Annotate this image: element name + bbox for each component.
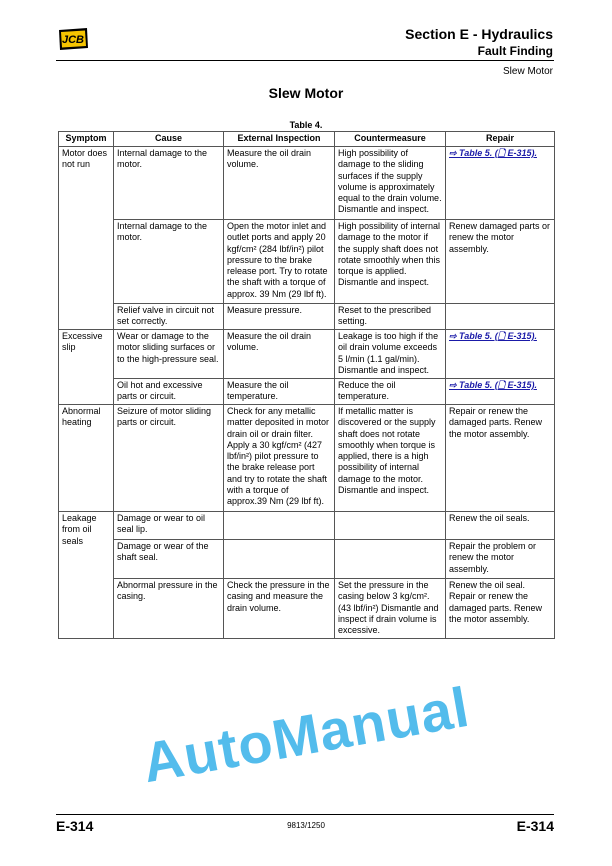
inspection-cell: Check the pressure in the casing and measure the drain volume.	[224, 579, 335, 639]
countermeasure-cell: If metallic matter is discovered or the supply shaft does not rotate smoothly when torque is applied, there is a high possibility of internal damage to the motor. Dismantle and inspect.	[335, 405, 446, 512]
inspection-cell	[224, 512, 335, 540]
repair-cell: Renew the oil seal. Repair or renew the damaged parts. Renew the motor assembly.	[446, 579, 555, 639]
column-header: External Inspection	[224, 132, 335, 147]
page-number-left: E-314	[56, 818, 94, 834]
symptom-cell: Excessive slip	[59, 330, 114, 405]
repair-cell	[446, 304, 555, 330]
svg-text:JCB: JCB	[61, 34, 85, 46]
table-row	[59, 379, 555, 405]
inspection-cell: Measure pressure.	[224, 304, 335, 330]
table-row	[59, 512, 555, 540]
document-number: 9813/1250	[287, 821, 325, 830]
header-divider	[56, 60, 554, 61]
table-row	[59, 405, 555, 512]
repair-cell	[446, 379, 555, 405]
cause-cell: Damage or wear of the shaft seal.	[114, 540, 224, 579]
column-header: Repair	[446, 132, 555, 147]
symptom-cell: Abnormal heating	[59, 405, 114, 512]
page-number-right: E-314	[516, 818, 554, 834]
page-title: Slew Motor	[268, 85, 344, 101]
cause-cell: Abnormal pressure in the casing.	[114, 579, 224, 639]
inspection-cell	[224, 540, 335, 579]
subsection-title: Fault Finding	[477, 44, 553, 58]
section-title: Section E - Hydraulics	[405, 26, 553, 42]
fault-finding-table	[58, 131, 555, 639]
table-row	[59, 579, 555, 639]
cause-cell: Internal damage to the motor.	[114, 220, 224, 304]
table-row	[59, 540, 555, 579]
table-5-link[interactable]: ⇨ Table 5. (🗋 E-315).	[449, 331, 537, 341]
countermeasure-cell: Leakage is too high if the oil drain volume exceeds 5 l/min (1.1 gal/min). Dismantle and inspect.	[335, 330, 446, 379]
footer-divider	[56, 814, 554, 815]
repair-cell: Repair the problem or renew the motor assembly.	[446, 540, 555, 579]
column-header: Symptom	[59, 132, 114, 147]
repair-cell	[446, 330, 555, 379]
table-caption: Table 4.	[289, 120, 323, 130]
table-5-link[interactable]: ⇨ Table 5. (🗋 E-315).	[449, 148, 537, 158]
cause-cell: Seizure of motor sliding parts or circuit.	[114, 405, 224, 512]
cause-cell: Relief valve in circuit not set correctly.	[114, 304, 224, 330]
symptom-cell: Motor does not run	[59, 147, 114, 330]
countermeasure-cell: High possibility of damage to the sliding surfaces if the supply volume is approximately equal to the drain volume. Dismantle and inspect.	[335, 147, 446, 220]
column-header: Cause	[114, 132, 224, 147]
countermeasure-cell: Reset to the prescribed setting.	[335, 304, 446, 330]
inspection-cell: Measure the oil drain volume.	[224, 330, 335, 379]
cause-cell: Oil hot and excessive parts or circuit.	[114, 379, 224, 405]
cause-cell: Internal damage to the motor.	[114, 147, 224, 220]
countermeasure-cell	[335, 540, 446, 579]
cause-cell: Wear or damage to the motor sliding surfaces or to the high-pressure seal.	[114, 330, 224, 379]
column-header: Countermeasure	[335, 132, 446, 147]
countermeasure-cell: Set the pressure in the casing below 3 kg/cm². (43 lbf/in²) Dismantle and inspect if drain volume is excessive.	[335, 579, 446, 639]
breadcrumb: Slew Motor	[502, 66, 553, 77]
symptom-cell: Leakage from oil seals	[59, 512, 114, 639]
watermark: AutoManual	[137, 674, 475, 795]
inspection-cell: Check for any metallic matter deposited in motor drain oil or drain filter. Apply a 30 kgf/cm² (427 lbf/in²) pilot pressure to the brake release port and try to rotate the shaft with a torque of approx.39 Nm (29 lbf ft).	[224, 405, 335, 512]
repair-cell: Renew the oil seals.	[446, 512, 555, 540]
inspection-cell: Measure the oil drain volume.	[224, 147, 335, 220]
cause-cell: Damage or wear to oil seal lip.	[114, 512, 224, 540]
table-row	[59, 147, 555, 220]
repair-cell	[446, 147, 555, 220]
table-row	[59, 330, 555, 379]
inspection-cell: Open the motor inlet and outlet ports and apply 20 kgf/cm² (284 lbf/in²) pilot pressure to the brake release port. Try to rotate the shaft with a torque of approx. 39 Nm (29 lbf ft).	[224, 220, 335, 304]
table-row	[59, 304, 555, 330]
repair-cell: Repair or renew the damaged parts. Renew the motor assembly.	[446, 405, 555, 512]
inspection-cell: Measure the oil temperature.	[224, 379, 335, 405]
repair-cell: Renew damaged parts or renew the motor assembly.	[446, 220, 555, 304]
table-row	[59, 220, 555, 304]
countermeasure-cell: High possibility of internal damage to the motor if the supply shaft does not rotate smoothly when this torque is applied. Dismantle and inspect.	[335, 220, 446, 304]
countermeasure-cell	[335, 512, 446, 540]
table-5-link[interactable]: ⇨ Table 5. (🗋 E-315).	[449, 380, 537, 390]
countermeasure-cell: Reduce the oil temperature.	[335, 379, 446, 405]
jcb-logo	[56, 26, 90, 52]
